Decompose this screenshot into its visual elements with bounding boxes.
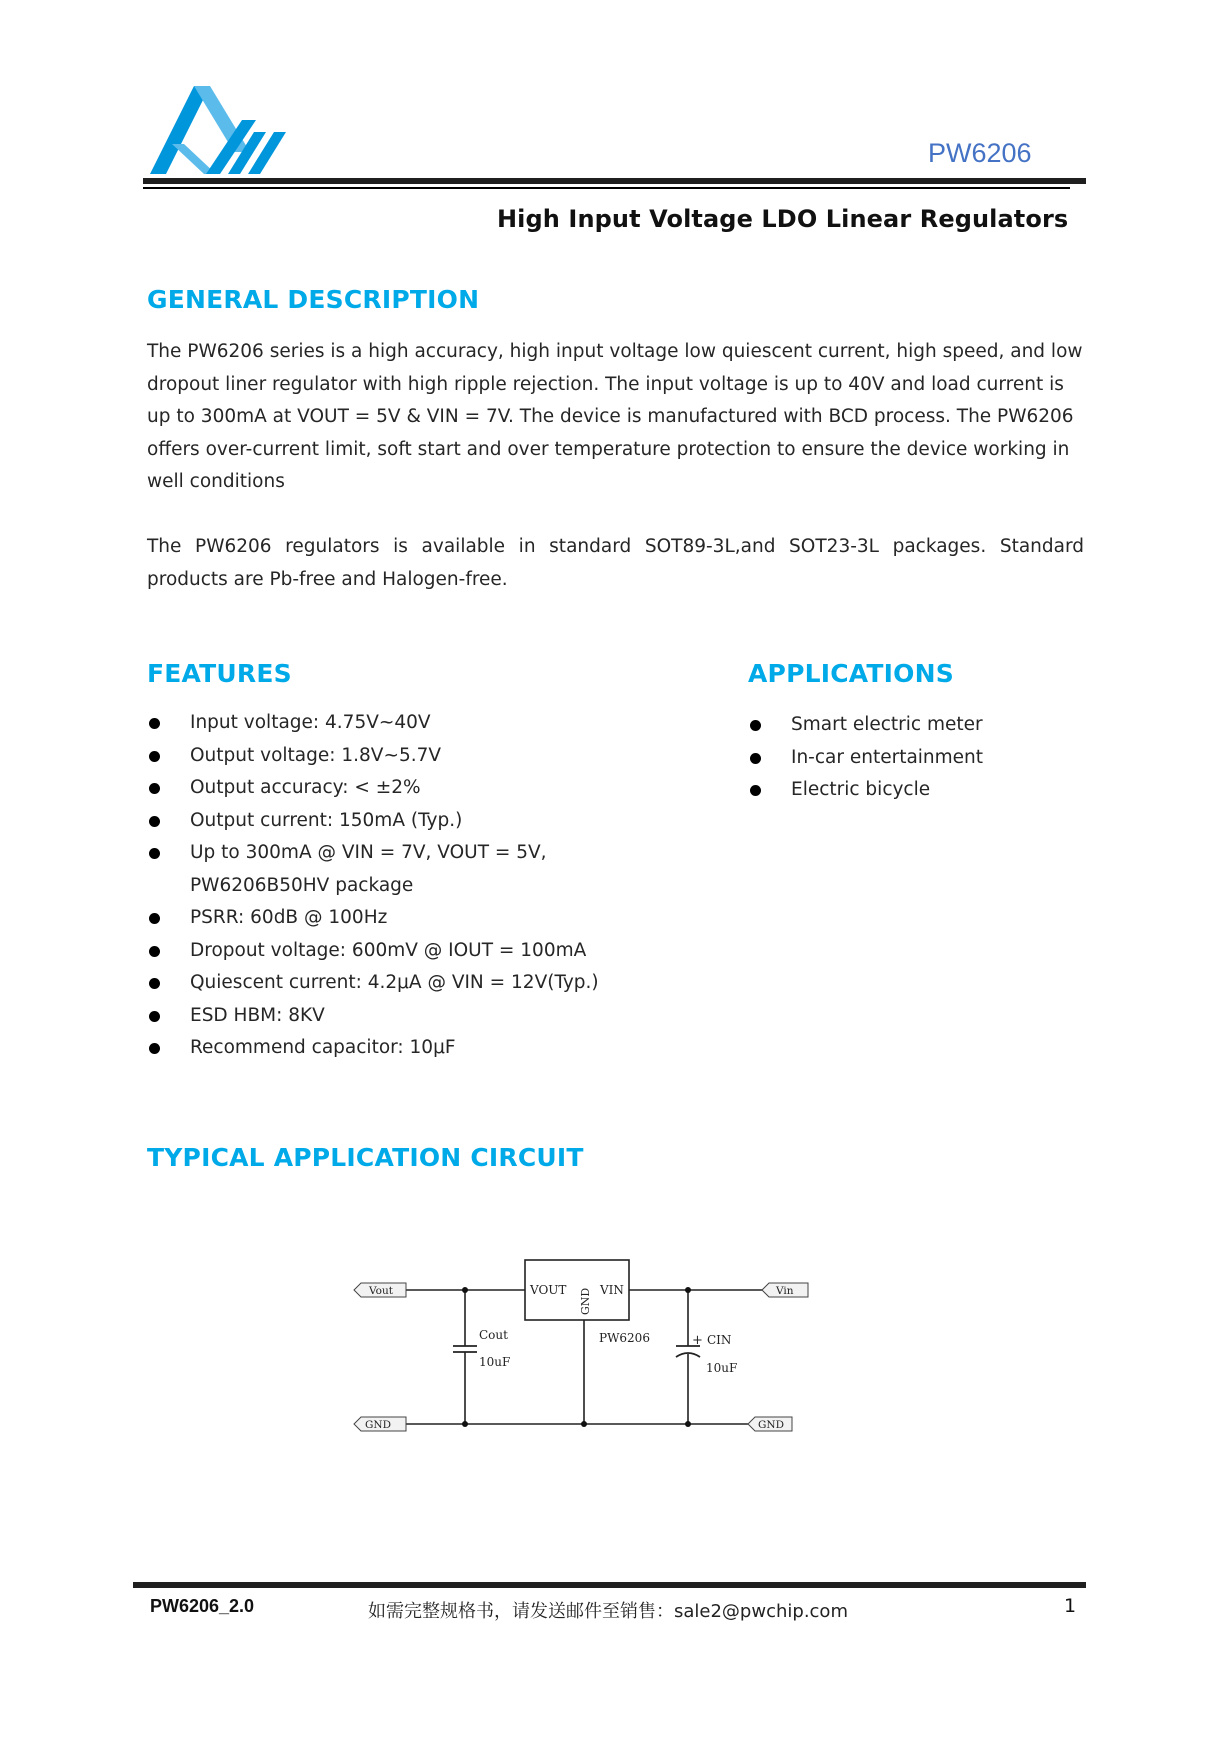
header-rule-thick (143, 178, 1086, 184)
cin-polarity: + (692, 1333, 703, 1348)
feature-item: Recommend capacitor: 10μF (147, 1032, 707, 1065)
ic-pin-vin: VIN (600, 1283, 624, 1297)
ic-name-label: PW6206 (599, 1331, 650, 1345)
features-heading: FEATURES (147, 659, 292, 688)
feature-item: Dropout voltage: 600mV @ IOUT = 100mA (147, 935, 707, 968)
junction-dot (685, 1287, 691, 1293)
feature-item-continuation: PW6206B50HV package (190, 874, 414, 896)
application-circuit-diagram (340, 1250, 830, 1450)
cin-value: 10uF (706, 1361, 738, 1375)
company-logo (150, 84, 286, 176)
ic-pin-vout: VOUT (530, 1283, 567, 1297)
footer-version: PW6206_2.0 (150, 1596, 255, 1616)
port-vin-label: Vin (776, 1285, 794, 1297)
feature-item: Input voltage: 4.75V~40V (147, 707, 707, 740)
header-rule-thin (143, 187, 1070, 189)
junction-dot (685, 1421, 691, 1427)
cout-name: Cout (479, 1328, 508, 1342)
footer-contact-note: 如需完整规格书，请发送邮件至销售：sale2@pwchip.com (368, 1601, 848, 1622)
ic-pin-gnd: GND (579, 1287, 592, 1315)
applications-list (748, 709, 1108, 807)
cout-value: 10uF (479, 1355, 511, 1369)
description-paragraph-2: The PW6206 regulators is available in standard SOT89-3L,and SOT23-3L packages. Standard products are Pb-free and Halogen-free. (147, 536, 1084, 590)
cin-name: CIN (707, 1333, 732, 1347)
feature-item: Output current: 150mA (Typ.) (147, 805, 707, 838)
junction-dot (581, 1421, 587, 1427)
feature-item: ESD HBM: 8KV (147, 1000, 707, 1033)
feature-item: PSRR: 60dB @ 100Hz (147, 902, 707, 935)
logo-stroke-2 (194, 86, 250, 152)
applications-heading: APPLICATIONS (748, 659, 954, 688)
typical-circuit-heading: TYPICAL APPLICATION CIRCUIT (147, 1143, 584, 1172)
document-title: High Input Voltage LDO Linear Regulators (497, 205, 1069, 233)
footer-rule (133, 1582, 1086, 1588)
header-part-number: PW6206 (928, 138, 1032, 168)
application-item: In-car entertainment (748, 742, 1108, 775)
junction-dot (462, 1287, 468, 1293)
feature-item: Output voltage: 1.8V~5.7V (147, 740, 707, 773)
feature-item: Output accuracy: < ±2% (147, 772, 707, 805)
junction-dot (462, 1421, 468, 1427)
description-paragraph-1: The PW6206 series is a high accuracy, high input voltage low quiescent current, high speed, and low dropout liner regulator with high ripple rejection. The input voltage is up to 40V and load current is up to 300mA at VOUT = 5V & VIN = 7V. The device is manufactured with BCD process. The PW6206 offers over-current limit, soft start and over temperature protection to ensure the device working in well conditions (147, 341, 1083, 492)
page-number: 1 (1064, 1595, 1077, 1617)
application-item: Smart electric meter (748, 709, 1108, 742)
features-list (147, 707, 707, 1065)
port-gnd-right-label: GND (758, 1419, 784, 1431)
general-description-heading: GENERAL DESCRIPTION (147, 285, 480, 314)
port-vout-label: Vout (369, 1285, 393, 1297)
feature-item: Quiescent current: 4.2μA @ VIN = 12V(Typ.) (147, 967, 707, 1000)
feature-item: Up to 300mA @ VIN = 7V, VOUT = 5V, (147, 837, 707, 870)
capacitor-cout-symbol (453, 1346, 477, 1352)
application-item: Electric bicycle (748, 774, 1108, 807)
port-gnd-left-label: GND (365, 1419, 391, 1431)
